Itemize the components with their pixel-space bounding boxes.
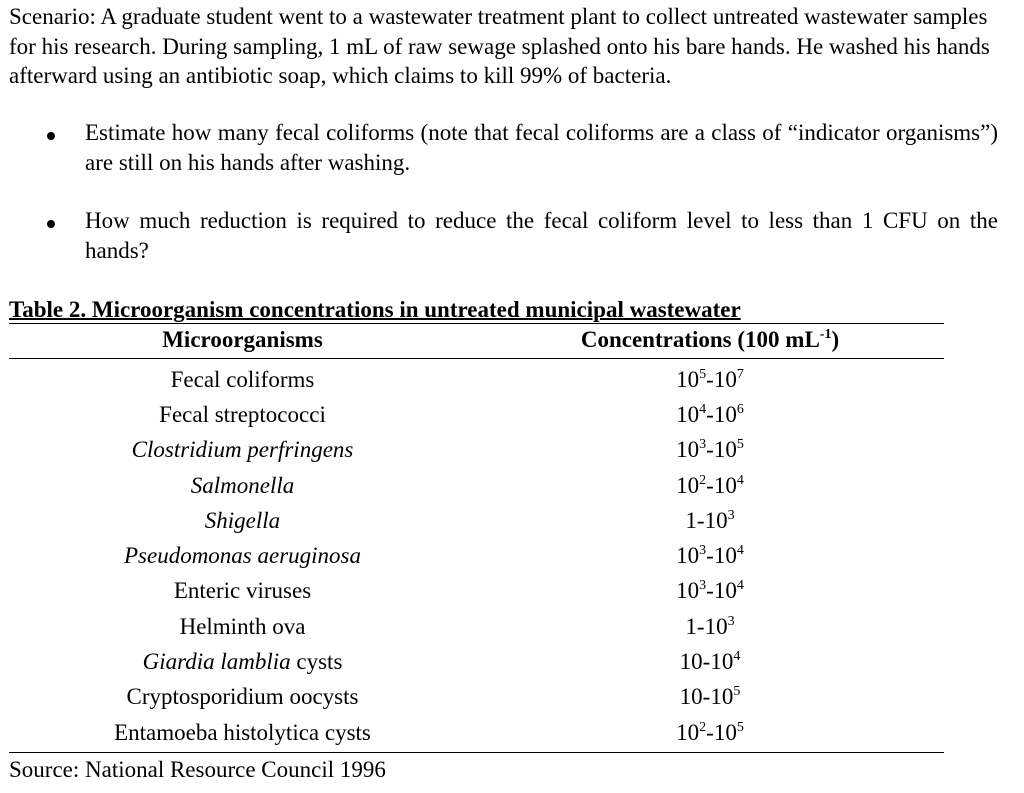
organism-cell xyxy=(70,473,415,499)
organism-cell xyxy=(70,720,415,746)
low-base: 10 xyxy=(676,472,700,498)
low-base: 10 xyxy=(676,366,700,392)
high-base: 10 xyxy=(713,366,737,392)
range-separator: - xyxy=(696,507,705,533)
low-exponent: 3 xyxy=(699,437,707,453)
organism-name-suffix: cysts xyxy=(290,649,343,675)
table-bottom-rule xyxy=(9,752,944,753)
high-base: 10 xyxy=(713,719,737,745)
organism-cell xyxy=(70,649,415,675)
high-exponent: 4 xyxy=(736,578,744,594)
table-top-rule xyxy=(9,323,944,324)
question-list xyxy=(0,118,1010,294)
high-exponent: 5 xyxy=(736,437,744,453)
low-exponent: 2 xyxy=(699,719,707,735)
high-exponent: 7 xyxy=(736,366,744,382)
table-row xyxy=(70,715,910,750)
table-body xyxy=(70,362,910,750)
range-separator: - xyxy=(706,401,714,427)
concentration-cell xyxy=(510,473,910,499)
organism-name: Salmonella xyxy=(190,472,295,498)
organism-cell xyxy=(70,437,415,463)
concentration-cell xyxy=(510,720,910,746)
table-title: Table 2. Microorganism concentrations in untreated municipal wastewater xyxy=(9,297,741,322)
low-base: 10 xyxy=(676,401,700,427)
table-row xyxy=(70,397,910,432)
question-text: Estimate how many fecal coliforms (note that fecal coliforms are a class of “indicator organisms”) are still on his hands after washing. xyxy=(85,120,998,175)
high-exponent: 4 xyxy=(736,472,744,488)
high-base: 10 xyxy=(710,684,734,710)
high-exponent: 5 xyxy=(736,719,744,735)
column-header-concentrations xyxy=(510,325,910,355)
low-exponent: 4 xyxy=(699,401,707,417)
organism-cell xyxy=(70,614,415,640)
organism-cell xyxy=(70,508,415,534)
low-exponent: 3 xyxy=(699,578,707,594)
range-separator: - xyxy=(706,437,714,463)
header-concentrations-prefix: Concentrations (100 mL xyxy=(580,327,820,352)
organism-name: Giardia lamblia xyxy=(142,649,291,675)
organism-name: Clostridium perfringens xyxy=(131,437,354,463)
low-exponent: 2 xyxy=(699,472,707,488)
organism-cell xyxy=(70,367,415,393)
concentration-cell xyxy=(510,649,910,675)
range-separator: - xyxy=(706,366,714,392)
high-base: 10 xyxy=(704,613,728,639)
range-separator: - xyxy=(706,472,714,498)
high-base: 10 xyxy=(713,437,737,463)
table-row xyxy=(70,503,910,538)
range-separator: - xyxy=(706,719,714,745)
high-base: 10 xyxy=(710,649,734,675)
table-row xyxy=(70,538,910,573)
concentration-cell xyxy=(510,543,910,569)
header-concentrations-suffix: ) xyxy=(831,327,840,352)
concentration-cell xyxy=(510,614,910,640)
table-row xyxy=(70,362,910,397)
table-row xyxy=(70,609,910,644)
low-base: 10 xyxy=(676,543,700,569)
range-separator: - xyxy=(706,543,714,569)
scenario-text: Scenario: A graduate student went to a wastewater treatment plant to collect untreated wastewater samples for his research. During sampling, 1 mL of raw sewage splashed onto his bare hands. He washed his hands afterward using an antibiotic soap, which claims to kill 99% of bacteria. xyxy=(9,4,990,88)
high-base: 10 xyxy=(704,507,728,533)
question-item xyxy=(0,118,998,177)
organism-name: Fecal coliforms xyxy=(170,366,315,392)
organism-name: Entamoeba histolytica cysts xyxy=(114,719,371,745)
concentration-cell xyxy=(510,578,910,604)
table-source: Source: National Resource Council 1996 xyxy=(9,757,386,782)
concentration-cell xyxy=(510,367,910,393)
high-exponent: 3 xyxy=(727,507,735,523)
column-header-organisms: Microorganisms xyxy=(162,327,323,352)
table-row xyxy=(70,433,910,468)
organism-name: Fecal streptococci xyxy=(159,401,326,427)
header-concentrations-exponent: -1 xyxy=(819,327,832,342)
high-base: 10 xyxy=(713,543,737,569)
table-row xyxy=(70,680,910,715)
question-item xyxy=(0,206,998,265)
range-separator: - xyxy=(702,684,711,710)
low-base: 1 xyxy=(685,507,697,533)
concentration-cell xyxy=(510,437,910,463)
low-base: 10 xyxy=(676,719,700,745)
table-header-rule xyxy=(9,358,944,359)
organism-cell xyxy=(70,684,415,710)
table-row xyxy=(70,468,910,503)
organism-cell xyxy=(70,578,415,604)
high-base: 10 xyxy=(713,401,737,427)
low-base: 10 xyxy=(676,578,700,604)
low-base: 10 xyxy=(676,437,700,463)
organism-cell xyxy=(70,402,415,428)
concentration-cell xyxy=(510,508,910,534)
organism-name: Enteric viruses xyxy=(173,578,312,604)
concentration-cell xyxy=(510,402,910,428)
organism-name: Pseudomonas aeruginosa xyxy=(123,543,362,569)
high-base: 10 xyxy=(713,578,737,604)
low-base: 10 xyxy=(679,684,703,710)
high-exponent: 5 xyxy=(733,684,741,700)
high-exponent: 6 xyxy=(736,401,744,417)
low-exponent: 5 xyxy=(699,366,707,382)
table-row xyxy=(70,644,910,679)
question-text: How much reduction is required to reduce the fecal coliform level to less than 1 CFU on the hands? xyxy=(85,208,998,263)
table-row xyxy=(70,574,910,609)
low-exponent: 3 xyxy=(699,543,707,559)
organism-cell xyxy=(70,543,415,569)
low-base: 10 xyxy=(679,649,703,675)
low-base: 1 xyxy=(685,613,697,639)
bullet-icon xyxy=(47,220,55,228)
bullet-icon xyxy=(47,132,55,140)
range-separator: - xyxy=(706,578,714,604)
range-separator: - xyxy=(696,613,705,639)
organism-name: Helminth ova xyxy=(179,613,306,639)
concentration-cell xyxy=(510,684,910,710)
high-exponent: 3 xyxy=(727,613,735,629)
high-base: 10 xyxy=(713,472,737,498)
range-separator: - xyxy=(702,649,711,675)
high-exponent: 4 xyxy=(733,649,741,665)
organism-name: Cryptosporidium oocysts xyxy=(126,684,359,710)
organism-name: Shigella xyxy=(204,507,281,533)
high-exponent: 4 xyxy=(736,543,744,559)
